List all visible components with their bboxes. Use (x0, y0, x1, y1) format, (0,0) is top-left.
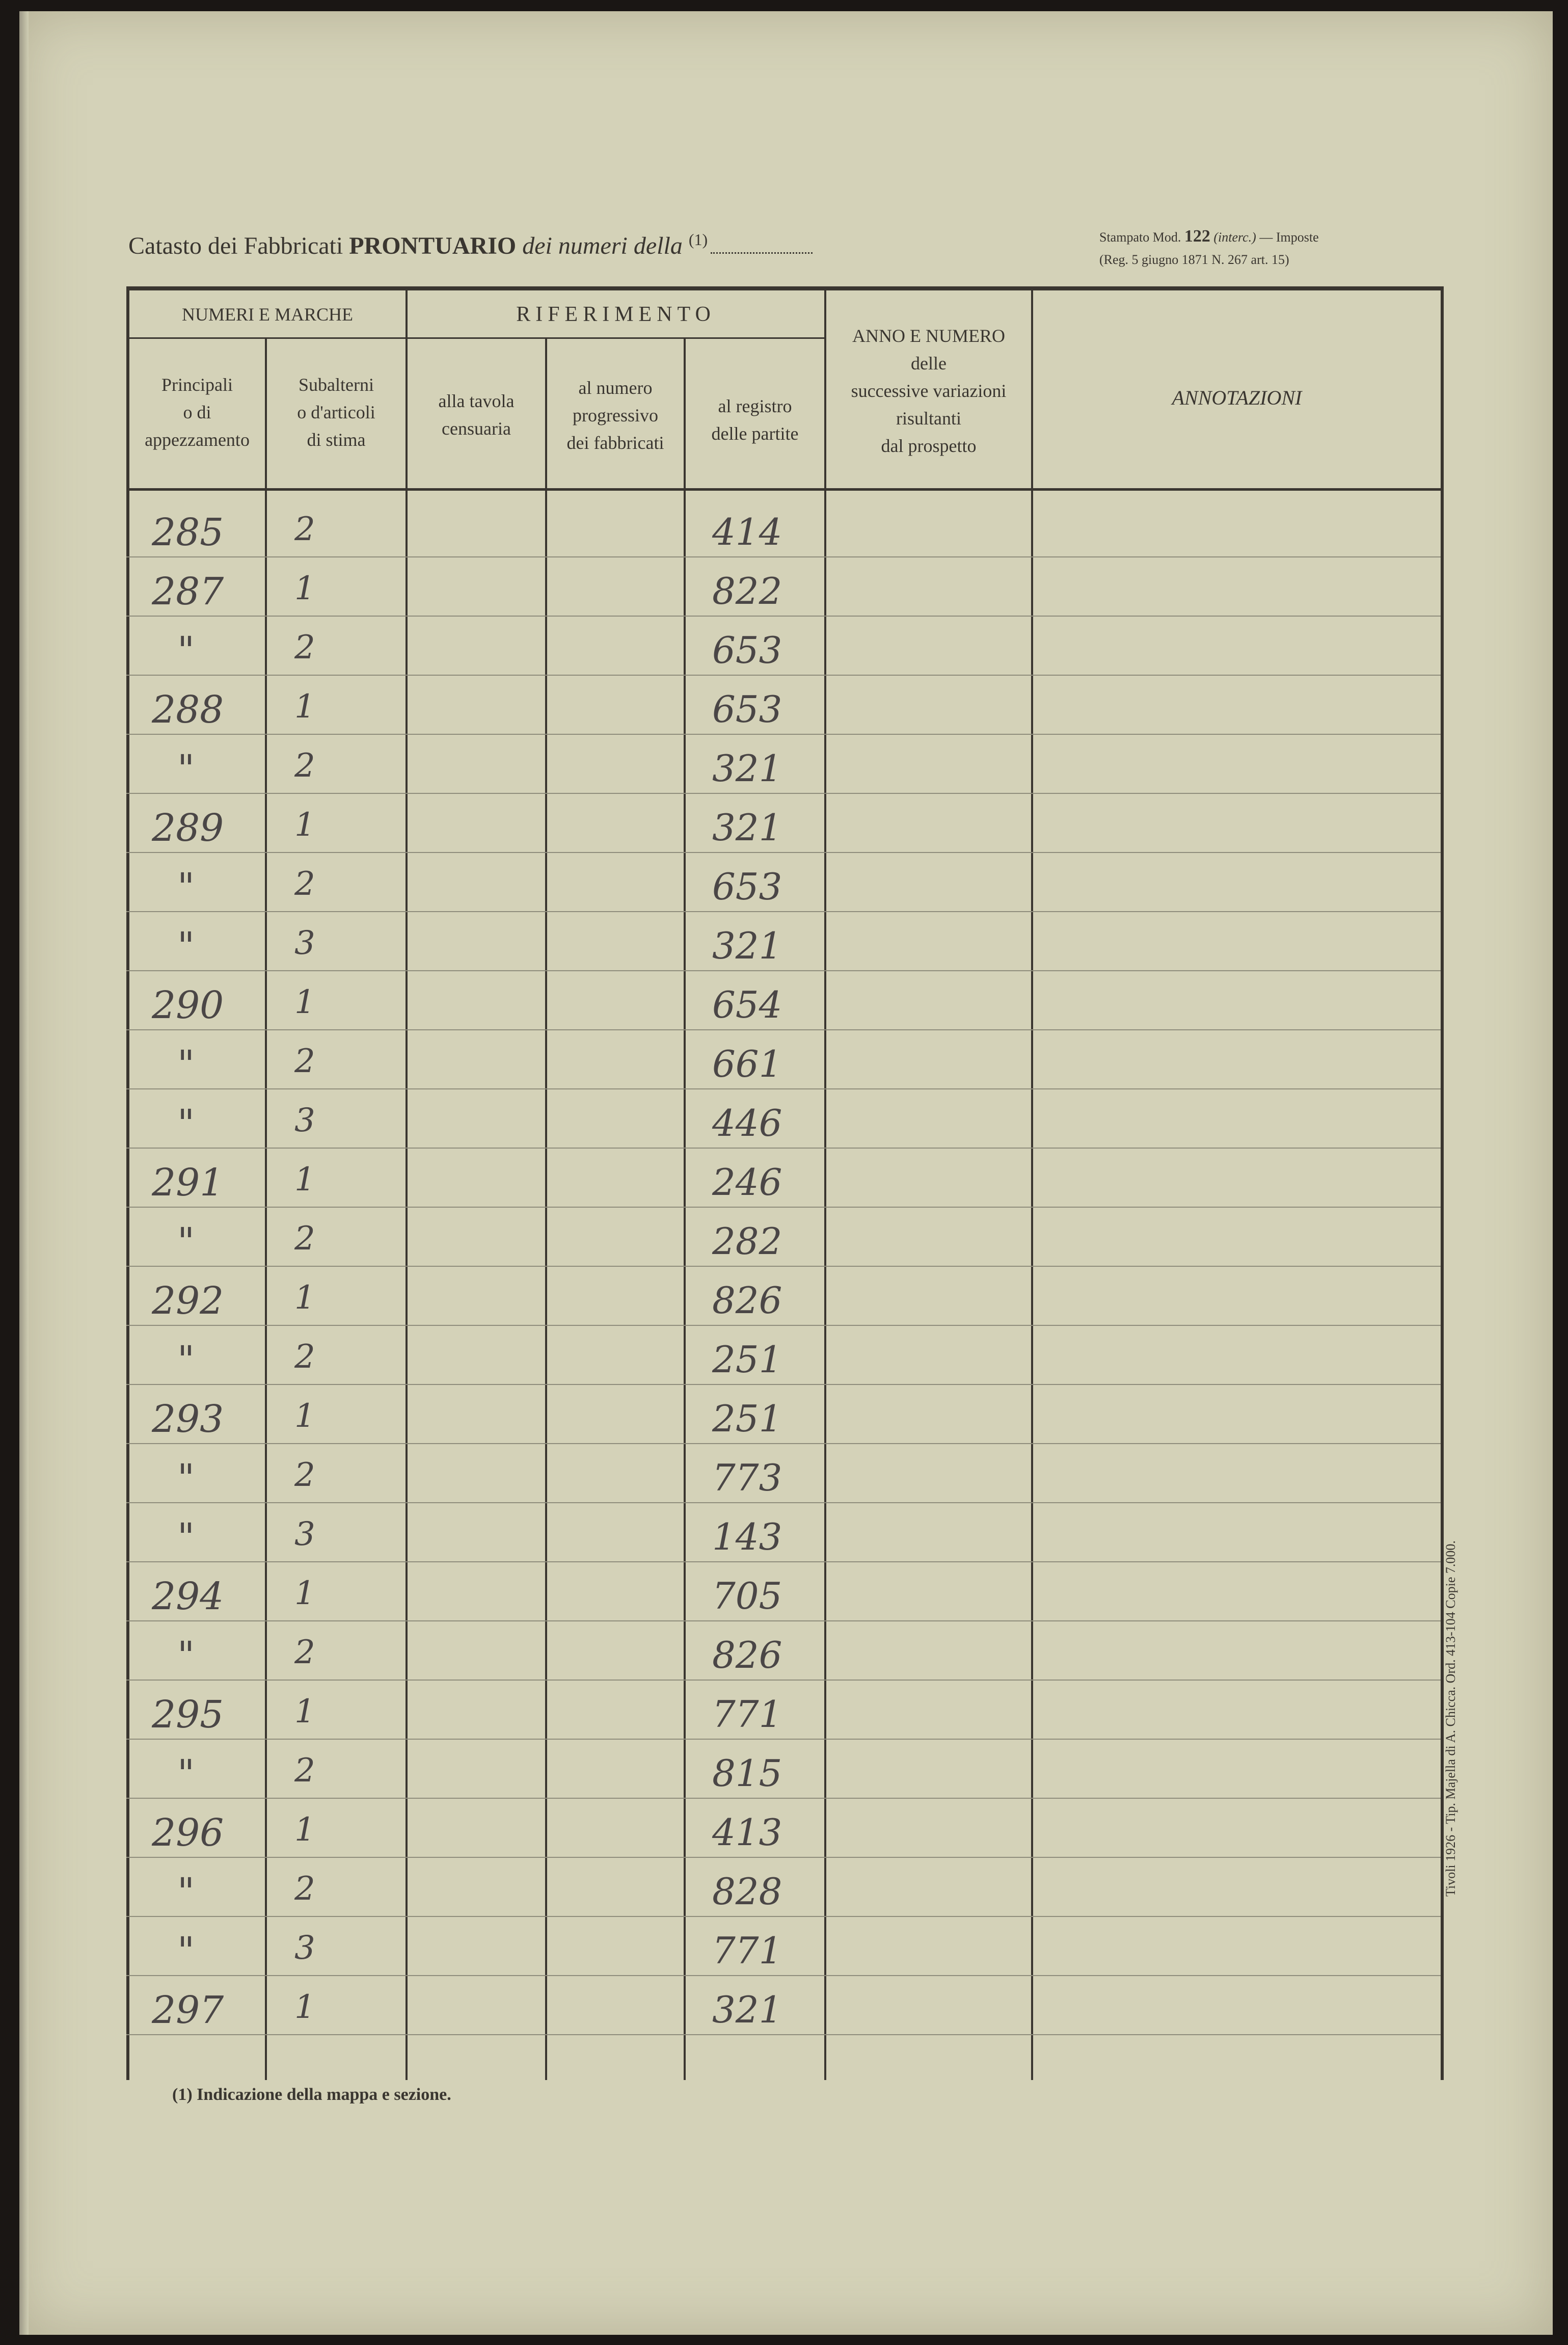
cell-registro: 771 (712, 1929, 782, 1972)
header-registro-line: al registro (718, 396, 792, 416)
header-numero-line: progressivo (573, 405, 658, 425)
cell-principale: " (177, 629, 195, 673)
cell-registro: 321 (712, 1988, 782, 2031)
cell-registro: 251 (712, 1338, 782, 1381)
cell-principale: " (177, 1102, 195, 1145)
cell-registro: 705 (712, 1575, 782, 1617)
cell-sub: 2 (294, 1634, 315, 1671)
footnote: (1) Indicazione della mappa e sezione. (172, 2085, 451, 2104)
cell-registro: 773 (712, 1456, 782, 1499)
header-principali-line: o di (183, 402, 211, 422)
cell-principale: 294 (152, 1575, 224, 1618)
header-anno-line: dal prospetto (881, 436, 977, 456)
cell-sub: 2 (294, 865, 315, 903)
cell-sub: 3 (294, 1102, 315, 1139)
cell-registro: 413 (712, 1811, 782, 1854)
row-ruling (126, 1916, 1441, 1917)
header-subalterni-line: Subalterni (299, 375, 374, 395)
cell-registro: 143 (712, 1515, 782, 1558)
cell-registro: 321 (712, 747, 782, 790)
cell-sub: 2 (294, 629, 315, 667)
document-page (19, 11, 1553, 2335)
header-registro (686, 392, 824, 447)
header-anno-numero (826, 322, 1031, 460)
header-riferimento: RIFERIMENTO (516, 303, 716, 326)
row-ruling (126, 1502, 1441, 1503)
cell-sub: 1 (294, 688, 315, 726)
cell-sub: 1 (294, 1397, 315, 1435)
cell-principale: " (177, 1929, 195, 1973)
cell-principale: " (177, 1870, 195, 1914)
cell-principale: " (177, 924, 195, 968)
cell-principale: " (177, 1338, 195, 1382)
cell-principale: 289 (152, 806, 224, 850)
cell-principale: 285 (152, 511, 224, 554)
row-ruling (126, 2034, 1441, 2035)
cell-principale: " (177, 1752, 195, 1796)
col-divider-5 (824, 286, 826, 2080)
cell-sub: 3 (294, 1515, 315, 1553)
header-bottom-border (126, 488, 1444, 491)
title-subtitle: dei numeri della (522, 232, 683, 259)
cell-registro: 826 (712, 1279, 782, 1322)
cell-registro: 653 (712, 688, 782, 731)
cell-sub: 1 (294, 1161, 315, 1198)
row-ruling (126, 1561, 1441, 1562)
cell-principale: " (177, 747, 195, 791)
row-ruling (126, 1325, 1441, 1326)
cell-registro: 661 (712, 1043, 782, 1085)
header-anno-line: successive variazioni (851, 381, 1007, 401)
row-ruling (126, 1266, 1441, 1267)
cell-registro: 282 (712, 1220, 782, 1263)
row-ruling (126, 556, 1441, 557)
cell-sub: 3 (294, 924, 315, 962)
reg-line: (Reg. 5 giugno 1871 N. 267 art. 15) (1099, 252, 1289, 267)
header-subalterni-line: o d'articoli (297, 402, 375, 422)
header-numero (547, 374, 684, 457)
cell-registro: 246 (712, 1161, 782, 1204)
header-anno-line: ANNO E NUMERO (852, 326, 1005, 346)
document-title (128, 230, 813, 260)
cell-principale: 295 (152, 1693, 224, 1737)
header-registro-line: delle partite (711, 423, 799, 444)
cell-registro: 815 (712, 1752, 782, 1795)
row-ruling (126, 675, 1441, 676)
col-divider-3 (545, 337, 547, 2080)
printer-imprint: Tivoli 1926 - Tip. Majella di A. Chicca. Ord. 413-104 Copie 7.000. (1443, 1540, 1458, 1897)
cell-sub: 1 (294, 1811, 315, 1849)
row-ruling (126, 1148, 1441, 1149)
cell-principale: " (177, 1515, 195, 1559)
col-divider-4 (684, 337, 686, 2080)
row-ruling (126, 911, 1441, 912)
cell-principale: " (177, 865, 195, 909)
cell-sub: 1 (294, 570, 315, 607)
title-dotted-blank (711, 252, 813, 254)
row-ruling (126, 1029, 1441, 1030)
cell-sub: 1 (294, 1988, 315, 2026)
cell-registro: 654 (712, 983, 782, 1026)
row-ruling (126, 1443, 1441, 1444)
header-principali-line: Principali (161, 375, 233, 395)
table-top-border (126, 286, 1444, 290)
cell-principale: " (177, 1456, 195, 1500)
header-anno-line: risultanti (896, 408, 961, 429)
cell-registro: 828 (712, 1870, 782, 1913)
cell-principale: " (177, 1043, 195, 1086)
stampato-line (1099, 225, 1319, 249)
cell-sub: 1 (294, 1575, 315, 1612)
cell-sub: 1 (294, 983, 315, 1021)
cell-sub: 2 (294, 1456, 315, 1494)
table-left-border (126, 286, 129, 2080)
header-numeri-marche: NUMERI E MARCHE (181, 304, 353, 325)
cell-sub: 2 (294, 511, 315, 548)
cell-principale: 297 (152, 1988, 224, 2032)
row-ruling (126, 1857, 1441, 1858)
row-ruling (126, 852, 1441, 853)
col-divider-6 (1031, 286, 1033, 2080)
stampato-post: — Imposte (1259, 230, 1319, 245)
cell-sub: 1 (294, 1693, 315, 1730)
cell-principale: 296 (152, 1811, 224, 1855)
col-divider-2 (405, 286, 408, 2080)
row-ruling (126, 1975, 1441, 1976)
header-principali (129, 371, 265, 454)
cell-registro: 321 (712, 924, 782, 967)
title-catasto: Catasto dei Fabbricati (128, 232, 343, 259)
title-footnote-ref: (1) (688, 230, 708, 249)
cell-principale: " (177, 1220, 195, 1264)
row-ruling (126, 1798, 1441, 1799)
row-ruling (126, 1088, 1441, 1089)
row-ruling (126, 793, 1441, 794)
cell-registro: 414 (712, 511, 782, 553)
title-prontuario: PRONTUARIO (349, 232, 517, 259)
header-subalterni (267, 371, 405, 454)
row-ruling (126, 1739, 1441, 1740)
cell-principale: " (177, 1634, 195, 1677)
stampato-num: 122 (1184, 227, 1210, 246)
header-principali-line: appezzamento (145, 430, 250, 450)
header-group-separator (126, 337, 825, 339)
row-ruling (126, 970, 1441, 971)
stampato-pre: Stampato Mod. (1099, 230, 1181, 245)
row-ruling (126, 616, 1441, 617)
print-reference (1099, 225, 1319, 271)
header-tavola-line: alla tavola (438, 391, 515, 411)
cell-registro: 653 (712, 865, 782, 908)
cell-registro: 771 (712, 1693, 782, 1736)
row-ruling (126, 734, 1441, 735)
cell-sub: 2 (294, 1752, 315, 1790)
cell-principale: 287 (152, 570, 224, 614)
header-numero-line: al numero (578, 378, 653, 398)
cell-registro: 321 (712, 806, 782, 849)
header-annotazioni: ANNOTAZIONI (1172, 386, 1302, 409)
cell-principale: 292 (152, 1279, 224, 1323)
header-tavola-line: censuaria (442, 418, 511, 439)
cell-sub: 3 (294, 1929, 315, 1967)
cell-sub: 1 (294, 806, 315, 844)
cell-registro: 822 (712, 570, 782, 612)
row-ruling (126, 1620, 1441, 1621)
cell-registro: 653 (712, 629, 782, 672)
cell-registro: 251 (712, 1397, 782, 1440)
cell-principale: 293 (152, 1397, 224, 1441)
cell-sub: 2 (294, 1338, 315, 1376)
row-ruling (126, 1680, 1441, 1681)
cell-principale: 291 (152, 1161, 224, 1205)
header-subalterni-line: di stima (307, 430, 366, 450)
cell-sub: 1 (294, 1279, 315, 1317)
header-anno-line: delle (911, 353, 947, 374)
register-table (126, 286, 1444, 2080)
stampato-interc: (interc.) (1213, 230, 1256, 245)
page-fold (19, 11, 29, 2335)
row-ruling (126, 1207, 1441, 1208)
header-tavola (408, 387, 545, 442)
cell-sub: 2 (294, 1043, 315, 1080)
cell-principale: 288 (152, 688, 224, 732)
cell-registro: 446 (712, 1102, 782, 1144)
header-numero-line: dei fabbricati (566, 433, 664, 453)
cell-sub: 2 (294, 1220, 315, 1258)
cell-sub: 2 (294, 1870, 315, 1908)
cell-registro: 826 (712, 1634, 782, 1676)
cell-sub: 2 (294, 747, 315, 785)
row-ruling (126, 1384, 1441, 1385)
cell-principale: 290 (152, 983, 224, 1027)
col-divider-1 (265, 337, 267, 2080)
